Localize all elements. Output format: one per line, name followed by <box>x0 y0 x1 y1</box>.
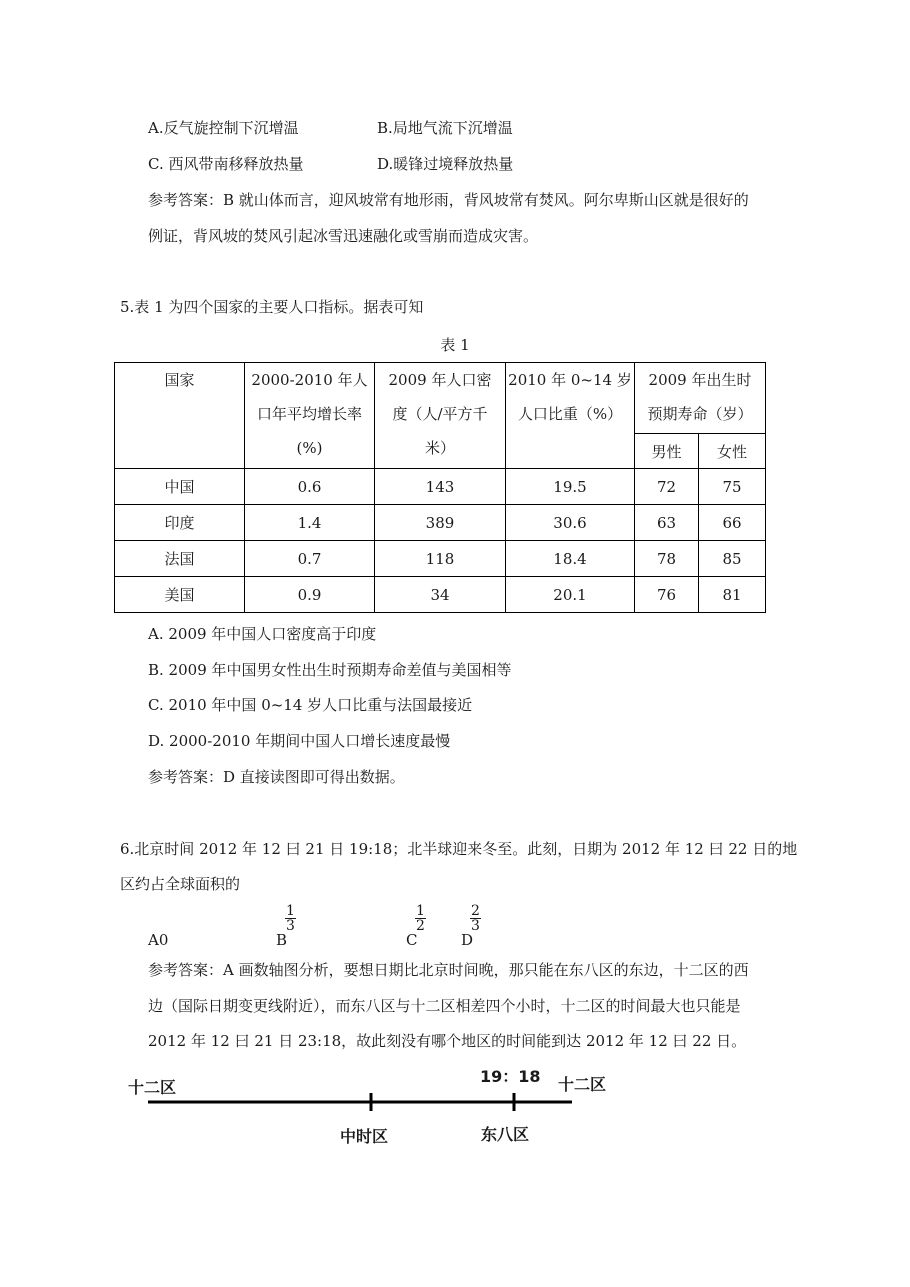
q4-option-d: D.暖锋过境释放热量 <box>377 155 514 173</box>
q4-option-b: B.局地气流下沉增温 <box>377 119 513 137</box>
fraction: $\frac{1}{2}$ <box>416 903 425 934</box>
axis-left-label: 十二区 <box>128 1078 177 1097</box>
q4-option-c: C. 西风带南移释放热量 <box>148 155 304 173</box>
q4-option-a: A.反气旋控制下沉增温 <box>148 119 299 137</box>
axis-tick2-label: 东八区 <box>481 1125 530 1144</box>
header-density: 2009 年人口密 度（人/平方千 米） <box>375 363 506 469</box>
axis-right-label: 十二区 <box>558 1075 607 1094</box>
q5-question: 5.表 1 为四个国家的主要人口指标。据表可知 <box>120 298 424 316</box>
axis-time-label: 19：18 <box>480 1067 541 1086</box>
header-life-expectancy: 2009 年出生时 预期寿命（岁） <box>635 363 766 434</box>
q4-answer-line1: 参考答案：B 就山体而言，迎风坡常有地形雨，背风坡常有焚风。阿尔卑斯山区就是很好的 <box>148 191 749 209</box>
table-row: 法国 0.7 118 18.4 78 85 <box>115 541 766 577</box>
q5-option-a: A. 2009 年中国人口密度高于印度 <box>148 625 377 643</box>
axis-tick1-label: 中时区 <box>340 1127 389 1146</box>
q6-question-line2: 区约占全球面积的 <box>120 875 241 893</box>
header-growth: 2000-2010 年人 口年平均增长率 (%) <box>245 363 375 469</box>
q6-option-c: C $\frac{1}{2}$ <box>406 903 425 949</box>
q4-answer-line2: 例证，背风坡的焚风引起冰雪迅速融化或雪崩而造成灾害。 <box>148 227 539 245</box>
q6-option-d: D $\frac{2}{3}$ <box>461 903 480 949</box>
header-country: 国家 <box>115 363 245 469</box>
fraction: $\frac{2}{3}$ <box>471 903 480 934</box>
fraction: $\frac{1}{3}$ <box>286 903 295 934</box>
header-child-share: 2010 年 0~14 岁 人口比重（%） <box>506 363 635 469</box>
q6-option-b: B $\frac{1}{3}$ <box>276 903 295 949</box>
table-row: 美国 0.9 34 20.1 76 81 <box>115 577 766 613</box>
q5-option-d: D. 2000-2010 年期间中国人口增长速度最慢 <box>148 732 451 750</box>
q6-answer-line3: 2012 年 12 曰 21 日 23:18，故此刻没有哪个地区的时间能到达 2012 年 12 曰 22 日。 <box>148 1032 747 1050</box>
q5-option-c: C. 2010 年中国 0~14 岁人口比重与法国最接近 <box>148 696 473 714</box>
header-female: 女性 <box>699 434 766 469</box>
header-male: 男性 <box>635 434 699 469</box>
q5-option-b: B. 2009 年中国男女性出生时预期寿命差值与美国相等 <box>148 661 512 679</box>
table-row: 印度 1.4 389 30.6 63 66 <box>115 505 766 541</box>
q6-question-line1: 6.北京时间 2012 年 12 曰 21 日 19:18；北半球迎来冬至。此刻，日期为 2012 年 12 曰 22 日的地 <box>120 840 798 858</box>
q6-answer-line1: 参考答案：A 画数轴图分析，要想日期比北京时间晚，那只能在东八区的东边，十二区的西 <box>148 961 749 979</box>
table-caption: 表 1 <box>440 336 470 354</box>
q5-answer: 参考答案：D 直接读图即可得出数据。 <box>148 768 405 786</box>
q6-answer-line2: 边（国际日期变更线附近），而东八区与十二区相差四个小时，十二区的时间最大也只能是 <box>148 997 741 1015</box>
table-row: 中国 0.6 143 19.5 72 75 <box>115 469 766 505</box>
